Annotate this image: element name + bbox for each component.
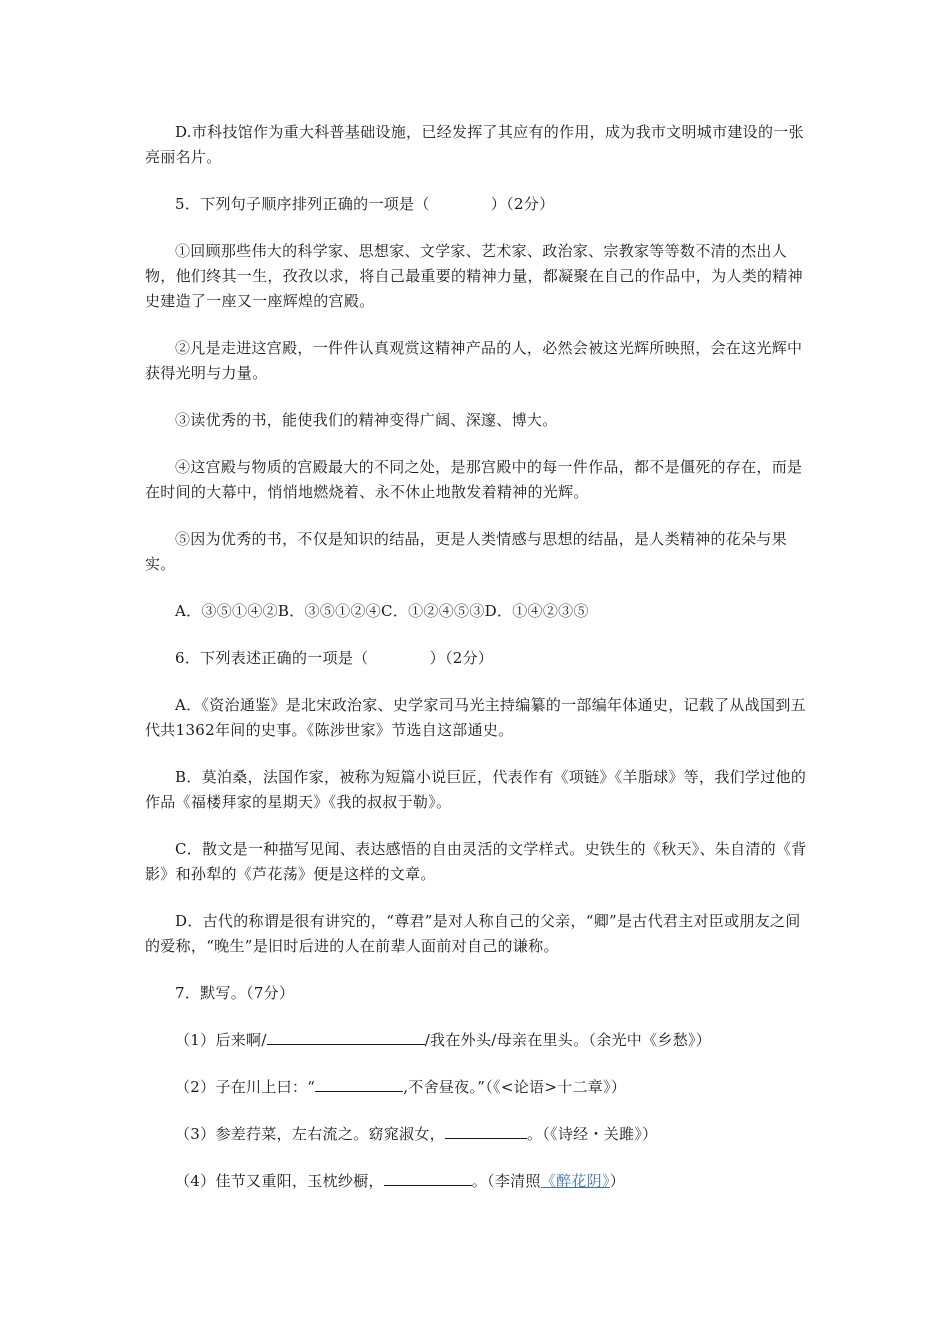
q6-option-d: D．古代的称谓是很有讲究的，“尊君”是对人称自己的父亲，“卿”是古代君主对臣或朋友之间的爱称，“晚生”是旧时后进的人在前辈人面前对自己的谦称。 [145, 912, 801, 955]
q6-option-a: A．《资治通鉴》是北宋政治家、史学家司马光主持编纂的一部编年体通史，记载了从战国到五代共1362年间的史事。《陈涉世家》节选自这部通史。 [145, 696, 806, 739]
document-page [145, 120, 810, 1216]
q7-item-3-prefix: （3）参差荇菜，左右流之。窈窕淑女， [175, 1125, 445, 1143]
q7-item-1-blank[interactable] [267, 1028, 425, 1045]
q5-sentence-4: ④这宫殿与物质的宫殿最大的不同之处，是那宫殿中的每一件作品，都不是僵死的存在，而是在时间的大幕中，悄悄地燃烧着、永不休止地散发着精神的光辉。 [145, 458, 803, 501]
q7-item-2-prefix: （2）子在川上曰：“ [175, 1078, 316, 1096]
q7-item-4-suffix: ） [609, 1172, 626, 1190]
q5-sentence-3: ③读优秀的书，能使我们的精神变得广阔、深邃、博大。 [175, 411, 558, 429]
q7-item-1 [145, 1028, 810, 1053]
q6-stem: 6．下列表述正确的一项是（ ）（2分） [175, 649, 494, 667]
q7-stem: 7．默写。（7分） [175, 984, 295, 1002]
q5-sentence-1: ①回顾那些伟大的科学家、思想家、文学家、艺术家、政治家、宗教家等等数不清的杰出人物，他们终其一生，孜孜以求，将自己最重要的精神力量，都凝聚在自己的作品中，为人类的精神史建造了一座又一座辉煌的宫殿。 [145, 242, 803, 310]
q7-item-4 [145, 1169, 810, 1194]
q7-item-1-prefix: （1）后来啊/ [175, 1031, 267, 1049]
q5-stem: 5．下列句子顺序排列正确的一项是（ ）（2分） [175, 195, 555, 213]
zuihuayin-link[interactable]: 《醉花阴》 [540, 1172, 610, 1190]
q7-item-4-prefix: （4）佳节又重阳，玉枕纱橱， [175, 1172, 384, 1190]
q7-item-3 [145, 1122, 810, 1147]
q5-sentence-2: ②凡是走进这宫殿，一件件认真观赏这精神产品的人，必然会被这光辉所映照，会在这光辉中获得光明与力量。 [145, 339, 803, 382]
q5-sentence-5: ⑤因为优秀的书，不仅是知识的结晶，更是人类情感与思想的结晶，是人类精神的花朵与果实。 [145, 530, 788, 573]
q7-item-3-blank[interactable] [445, 1122, 527, 1139]
q7-item-4-mid: 。（李清照 [471, 1172, 541, 1190]
q4-option-d: D.市科技馆作为重大科普基础设施，已经发挥了其应有的作用，成为我市文明城市建设的一张亮丽名片。 [145, 123, 804, 166]
q6-option-c: C．散文是一种描写见闻、表达感悟的自由灵活的文学样式。史铁生的《秋天》、朱自清的《背影》和孙犁的《芦花荡》便是这样的文章。 [145, 840, 807, 883]
q7-item-3-suffix: 。（《诗经・关雎》） [526, 1125, 658, 1143]
q5-options: A．③⑤①④②B．③⑤①②④C．①②④⑤③D．①④②③⑤ [175, 602, 589, 620]
q7-item-1-suffix: /我在外头/母亲在里头。（余光中《乡愁》） [424, 1031, 712, 1049]
q7-item-2 [145, 1075, 810, 1100]
q6-option-b: B．莫泊桑，法国作家，被称为短篇小说巨匠，代表作有《项链》《羊脂球》等，我们学过他的作品《福楼拜家的星期天》《我的叔叔于勒》。 [145, 768, 807, 811]
q7-item-4-blank[interactable] [384, 1169, 472, 1186]
q7-item-2-suffix: ,不舍昼夜。”（《<论语>十二章》） [403, 1078, 627, 1096]
q7-item-2-blank[interactable] [315, 1075, 403, 1092]
